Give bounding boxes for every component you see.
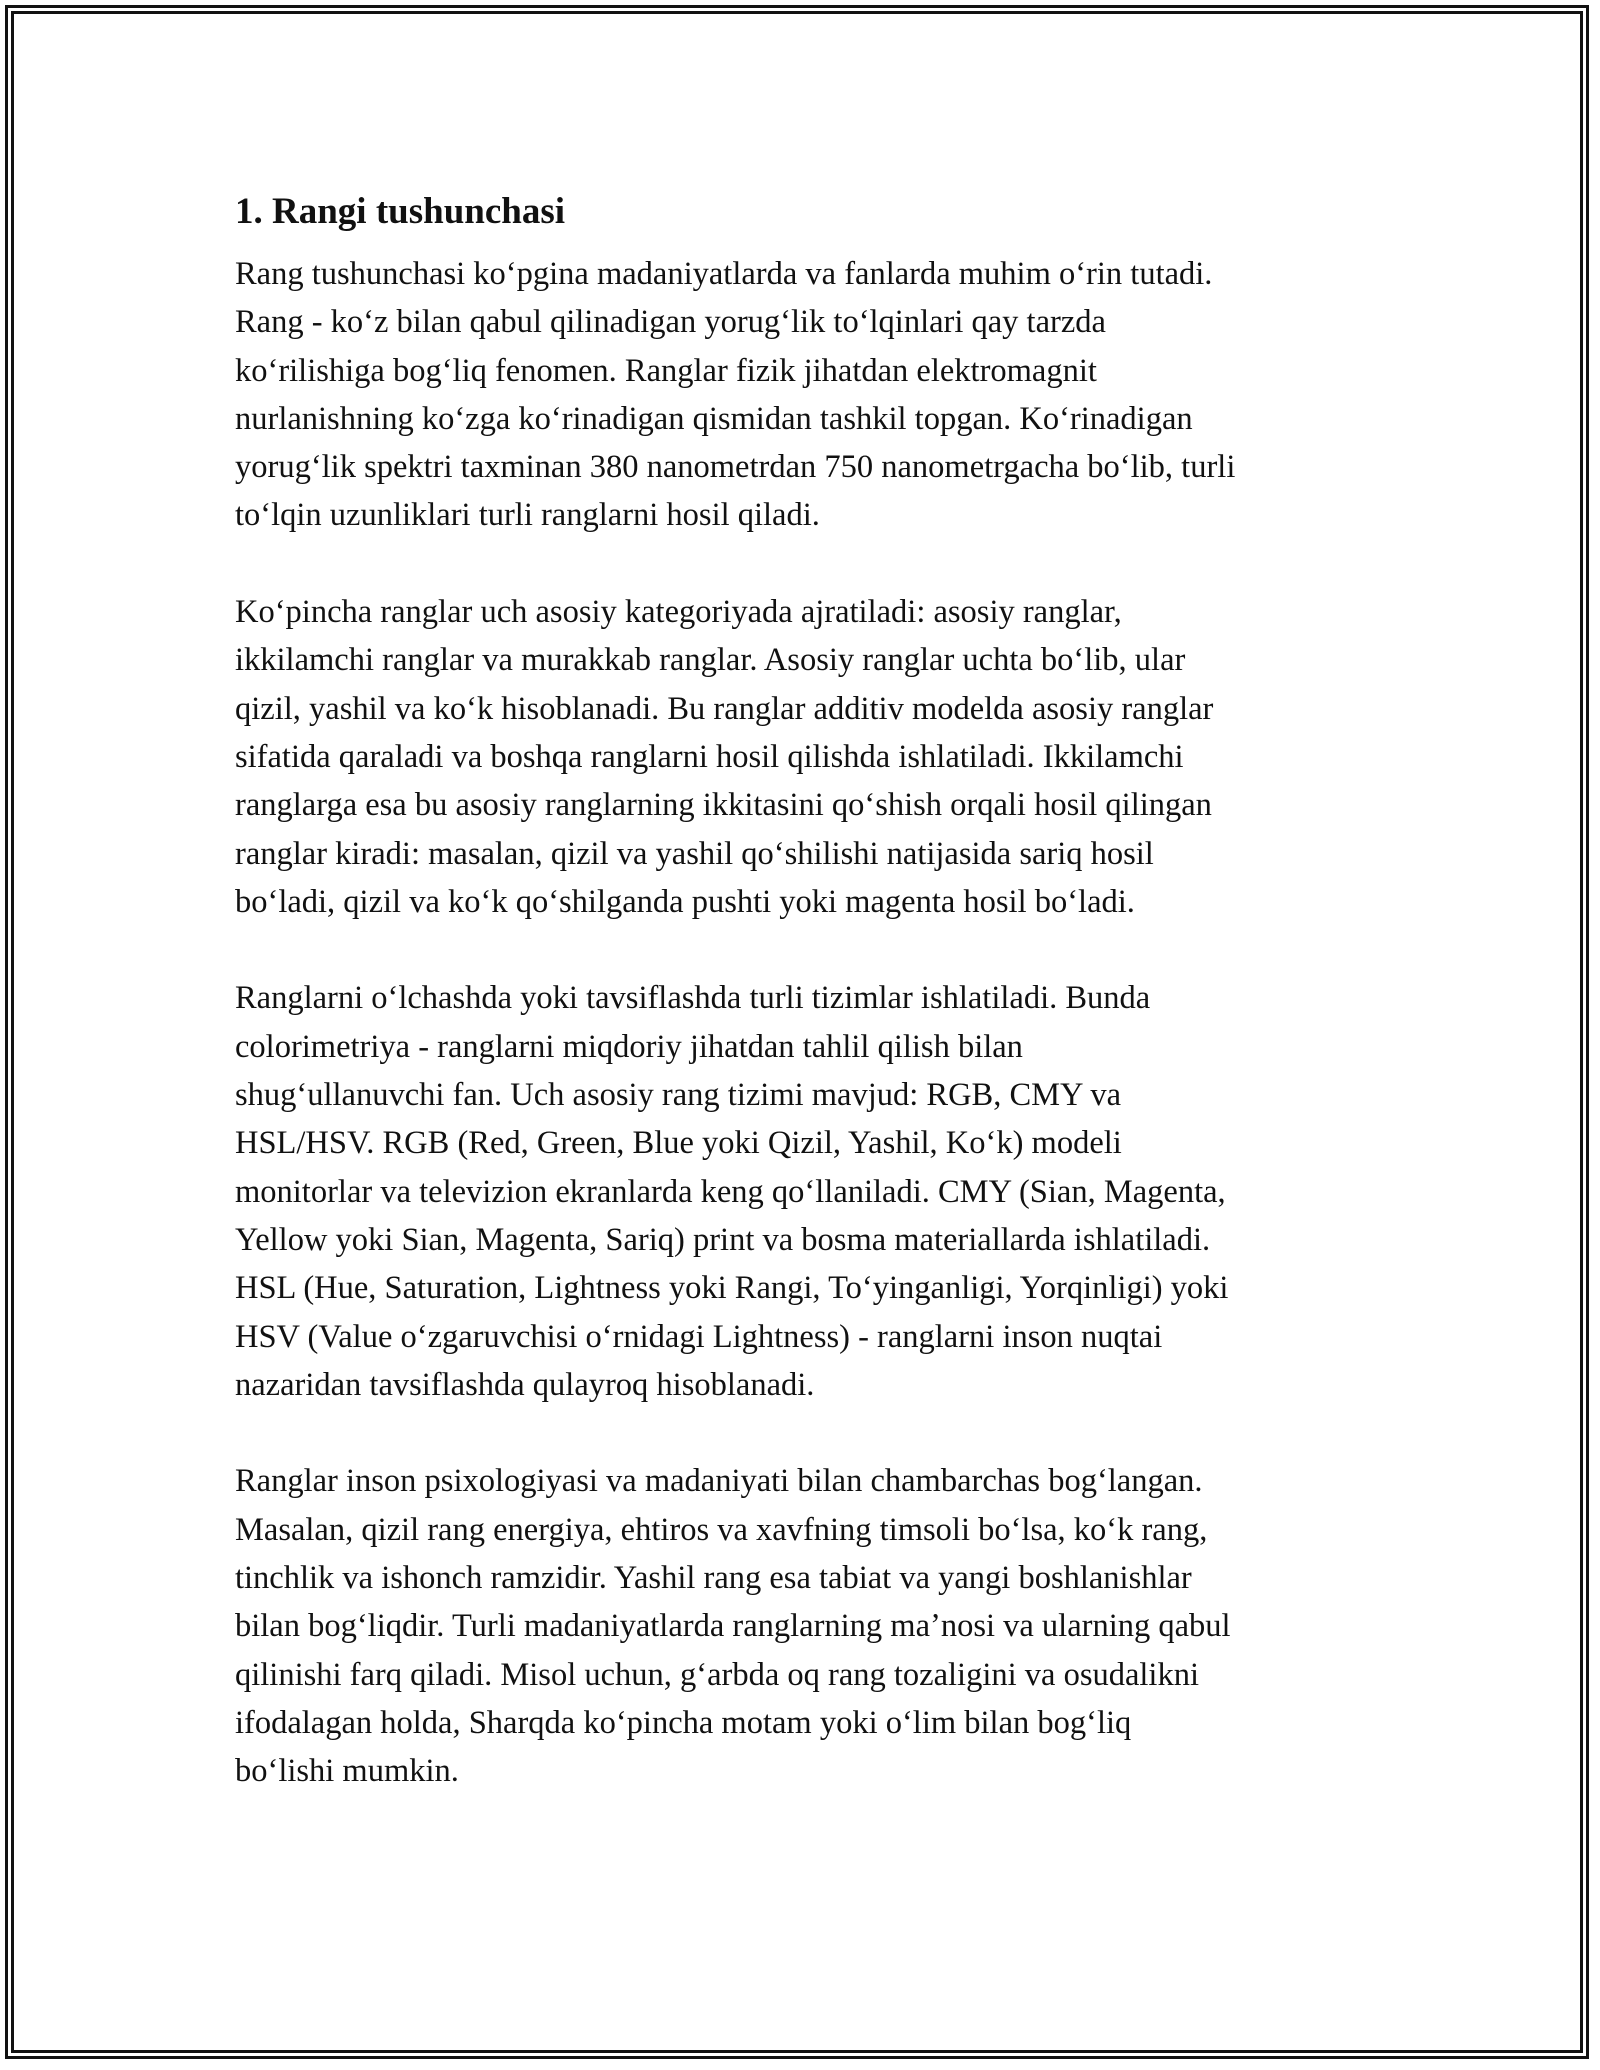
paragraph-4 [235, 1457, 1375, 1795]
text-line: monitorlar va televizion ekranlarda keng qoʻllaniladi. CMY (Sian, Magenta, [235, 1173, 1226, 1210]
text-line: Koʻpincha ranglar uch asosiy kategoriyada ajratiladi: asosiy ranglar, [235, 594, 1122, 631]
text-line: HSV (Value oʻzgaruvchisi oʻrnidagi Lightness) - ranglarni inson nuqtai [235, 1318, 1163, 1355]
text-line: boʻlishi mumkin. [235, 1753, 459, 1790]
document-body [235, 188, 1375, 1844]
text-line: ikkilamchi ranglar va murakkab ranglar. Asosiy ranglar uchta boʻlib, ular [235, 642, 1186, 679]
text-line: shugʻullanuvchi fan. Uch asosiy rang tizimi mavjud: RGB, CMY va [235, 1077, 1122, 1114]
paragraph-1 [235, 250, 1375, 540]
text-line: qilinishi farq qiladi. Misol uchun, gʻarbda oq rang tozaligini va osudalikni [235, 1656, 1199, 1693]
text-line: qizil, yashil va koʻk hisoblanadi. Bu ranglar additiv modelda asosiy ranglar [235, 690, 1214, 727]
text-line: koʻrilishiga bogʻliq fenomen. Ranglar fizik jihatdan elektromagnit [235, 352, 1097, 389]
text-line: sifatida qaraladi va boshqa ranglarni hosil qilishda ishlatiladi. Ikkilamchi [235, 738, 1184, 775]
text-line: Ranglar inson psixologiyasi va madaniyati bilan chambarchas bogʻlangan. [235, 1463, 1203, 1500]
text-line: Ranglarni oʻlchashda yoki tavsiflashda turli tizimlar ishlatiladi. Bunda [235, 980, 1151, 1017]
text-line: Yellow yoki Sian, Magenta, Sariq) print va bosma materiallarda ishlatiladi. [235, 1221, 1211, 1258]
text-line: toʻlqin uzunliklari turli ranglarni hosil qiladi. [235, 497, 820, 534]
text-line: tinchlik va ishonch ramzidir. Yashil rang esa tabiat va yangi boshlanishlar [235, 1560, 1192, 1597]
text-line: Masalan, qizil rang energiya, ehtiros va xavfning timsoli boʻlsa, koʻk rang, [235, 1511, 1208, 1548]
paragraph-3 [235, 974, 1375, 1409]
text-line: yorugʻlik spektri taxminan 380 nanometrdan 750 nanometrgacha boʻlib, turli [235, 449, 1236, 486]
text-line: HSL/HSV. RGB (Red, Green, Blue yoki Qizil, Yashil, Koʻk) modeli [235, 1125, 1122, 1162]
section-heading: 1. Rangi tushunchasi [235, 191, 566, 232]
text-line: Rang tushunchasi koʻpgina madaniyatlarda va fanlarda muhim oʻrin tutadi. [235, 256, 1213, 292]
text-line: nurlanishning koʻzga koʻrinadigan qismidan tashkil topgan. Koʻrinadigan [235, 400, 1193, 437]
paragraph-2 [235, 588, 1375, 926]
text-line: boʻladi, qizil va koʻk qoʻshilganda pushti yoki magenta hosil boʻladi. [235, 883, 1135, 920]
text-line: ranglarga esa bu asosiy ranglarning ikkitasini qoʻshish orqali hosil qilingan [235, 787, 1212, 824]
text-line: colorimetriya - ranglarni miqdoriy jihatdan tahlil qilish bilan [235, 1028, 1023, 1065]
text-line: HSL (Hue, Saturation, Lightness yoki Rangi, Toʻyinganligi, Yorqinligi) yoki [235, 1270, 1229, 1307]
text-line: nazaridan tavsiflashda qulayroq hisoblanadi. [235, 1366, 815, 1403]
text-line: ranglar kiradi: masalan, qizil va yashil qoʻshilishi natijasida sariq hosil [235, 835, 1154, 872]
text-line: bilan bogʻliqdir. Turli madaniyatlarda ranglarning maʼnosi va ularning qabul [235, 1608, 1231, 1645]
text-line: Rang - koʻz bilan qabul qilinadigan yorugʻlik toʻlqinlari qay tarzda [235, 304, 1106, 341]
text-line: ifodalagan holda, Sharqda koʻpincha motam yoki oʻlim bilan bogʻliq [235, 1704, 1132, 1741]
